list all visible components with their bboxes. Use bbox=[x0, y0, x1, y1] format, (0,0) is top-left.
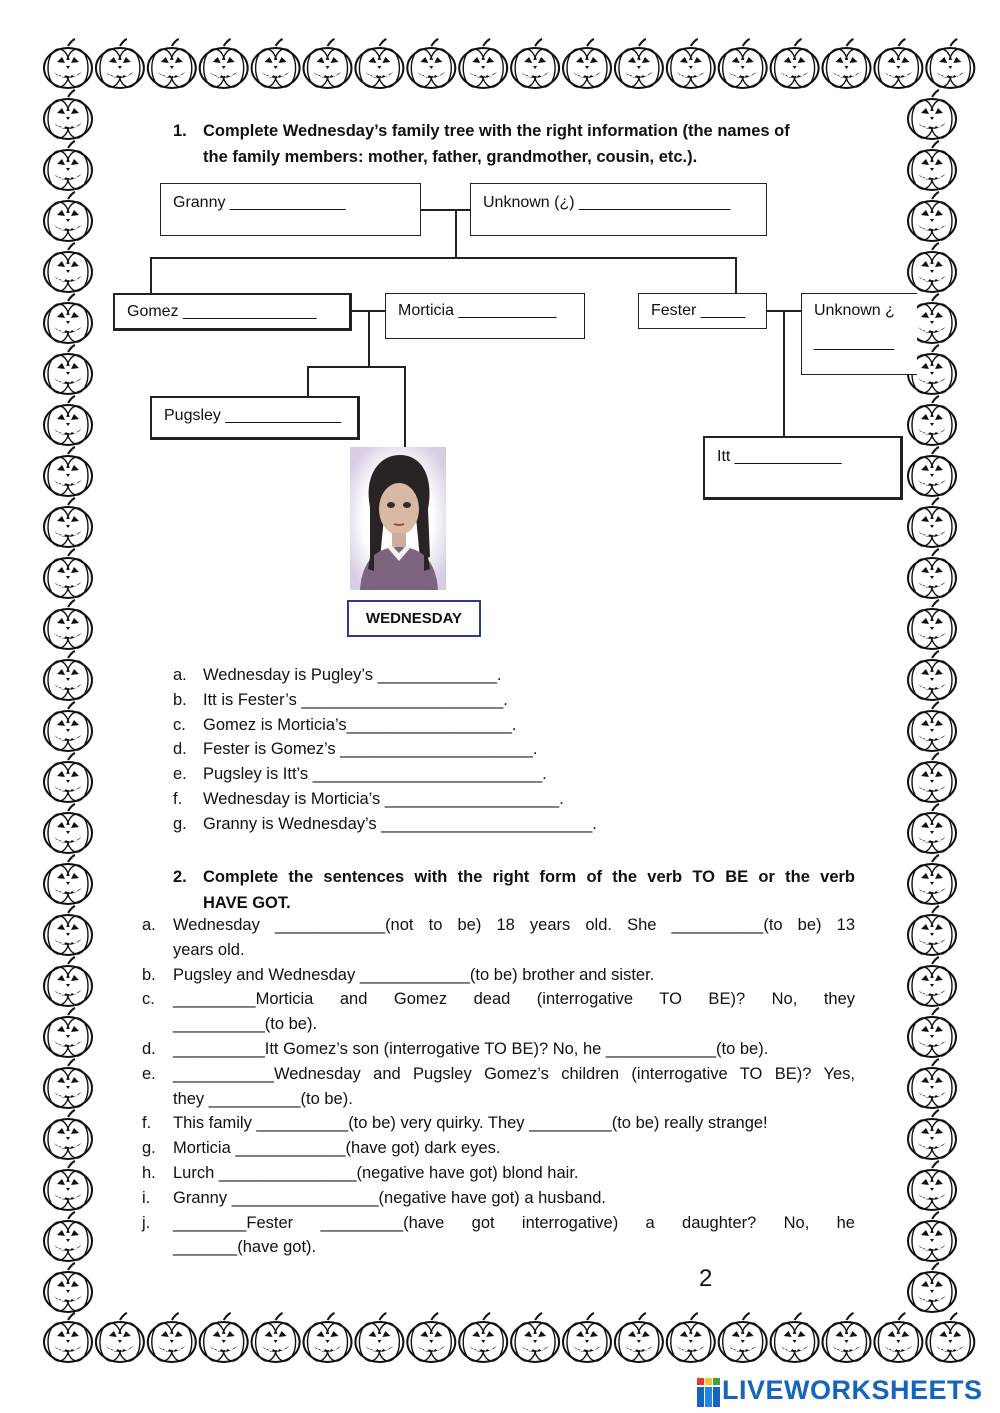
pumpkin-icon bbox=[615, 1313, 663, 1362]
pumpkin-icon bbox=[908, 1212, 956, 1261]
pumpkin-icon bbox=[908, 957, 956, 1006]
pumpkin-icon bbox=[355, 1313, 403, 1362]
tree-box-morticia[interactable] bbox=[385, 293, 585, 339]
q2-item-text-continued: __________(to be). bbox=[173, 1015, 318, 1034]
q1-item[interactable] bbox=[173, 762, 773, 787]
tree-connector bbox=[307, 366, 309, 396]
pugsley-label: Pugsley _____________ bbox=[164, 407, 342, 424]
pumpkin-icon bbox=[667, 39, 715, 88]
pumpkin-icon bbox=[719, 1313, 767, 1362]
q2-item-text-continued: years old. bbox=[173, 940, 245, 959]
pumpkin-icon bbox=[44, 1313, 92, 1362]
unknown-right-blank: _________ bbox=[814, 334, 895, 351]
pumpkin-icon bbox=[44, 39, 92, 88]
tree-box-pugsley[interactable] bbox=[150, 396, 360, 440]
pumpkin-icon bbox=[44, 1161, 92, 1210]
pumpkin-icon bbox=[908, 855, 956, 904]
q1-item[interactable] bbox=[173, 737, 773, 762]
q2-item-text-continued: _______(have got). bbox=[173, 1238, 317, 1257]
pumpkin-icon bbox=[304, 1313, 352, 1362]
pumpkin-icon bbox=[719, 39, 767, 88]
pumpkin-icon bbox=[44, 753, 92, 802]
tree-connector bbox=[368, 310, 370, 366]
q1-item-label: b. bbox=[173, 690, 187, 709]
pumpkin-icon bbox=[908, 243, 956, 292]
question-2-line-1: Complete the sentences with the right form of the verb TO BE or the verb bbox=[203, 868, 855, 886]
pumpkin-icon bbox=[44, 549, 92, 598]
q2-item-label: i. bbox=[142, 1188, 151, 1207]
q1-item-label: a. bbox=[173, 666, 187, 684]
pumpkin-icon bbox=[304, 39, 352, 88]
q2-item-text: __________Itt Gomez’s son (interrogative TO BE)? No, he ____________(to be). bbox=[173, 1039, 769, 1058]
pumpkin-icon bbox=[908, 1059, 956, 1108]
question-1-title bbox=[173, 118, 853, 170]
question-1-line-1: Complete Wednesday’s family tree with the right information (the names of bbox=[203, 122, 790, 140]
pumpkin-icon bbox=[563, 39, 611, 88]
pumpkin-icon bbox=[44, 498, 92, 547]
pumpkin-icon bbox=[908, 498, 956, 547]
pumpkin-icon bbox=[908, 90, 956, 139]
q1-item[interactable] bbox=[173, 713, 773, 738]
wednesday-label: WEDNESDAY bbox=[347, 600, 481, 637]
q2-item-text: _________Morticia and Gomez dead (interrogative TO BE)? No, they bbox=[173, 990, 855, 1009]
q2-item-text: Lurch _______________(negative have got) blond hair. bbox=[173, 1163, 579, 1182]
pumpkin-icon bbox=[252, 39, 300, 88]
pumpkin-icon bbox=[44, 345, 92, 394]
q1-item-label: d. bbox=[173, 740, 187, 759]
pumpkin-icon bbox=[908, 600, 956, 649]
pumpkin-icon bbox=[667, 1313, 715, 1362]
pumpkin-icon bbox=[823, 39, 871, 88]
pumpkin-icon bbox=[908, 447, 956, 496]
gomez-label: Gomez _______________ bbox=[127, 303, 317, 320]
pumpkin-icon bbox=[44, 1212, 92, 1261]
tree-connector bbox=[735, 257, 737, 294]
pumpkin-icon bbox=[874, 1313, 922, 1362]
q1-item[interactable] bbox=[173, 812, 773, 837]
pumpkin-icon bbox=[44, 1059, 92, 1108]
wednesday-portrait bbox=[350, 447, 446, 590]
pumpkin-icon bbox=[407, 39, 455, 88]
pumpkin-icon bbox=[771, 39, 819, 88]
pumpkin-icon bbox=[200, 1313, 248, 1362]
pumpkin-icon bbox=[44, 906, 92, 955]
granny-label: Granny _____________ bbox=[173, 194, 346, 211]
tree-connector bbox=[783, 310, 785, 436]
pumpkin-icon bbox=[874, 39, 922, 88]
tree-connector bbox=[307, 366, 405, 368]
q2-item-label: h. bbox=[142, 1163, 156, 1182]
q1-item-text: Gomez is Morticia’s__________________. bbox=[203, 715, 517, 734]
q2-item-label: j. bbox=[142, 1213, 151, 1232]
liveworksheets-logo-icon bbox=[697, 1378, 721, 1408]
morticia-label: Morticia ___________ bbox=[398, 302, 557, 319]
q2-item-label: g. bbox=[142, 1139, 156, 1158]
pumpkin-icon bbox=[908, 1008, 956, 1057]
q2-item[interactable] bbox=[142, 1161, 855, 1186]
q1-item-label: g. bbox=[173, 814, 187, 833]
unknown-right-label: Unknown ¿ bbox=[814, 302, 895, 319]
pumpkin-icon bbox=[908, 141, 956, 190]
tree-box-unknown-right[interactable] bbox=[801, 293, 917, 375]
pumpkin-icon bbox=[511, 39, 559, 88]
pumpkin-icon bbox=[44, 957, 92, 1006]
pumpkin-icon bbox=[44, 294, 92, 343]
q2-item[interactable] bbox=[142, 1037, 855, 1062]
pumpkin-icon bbox=[44, 702, 92, 751]
pumpkin-icon bbox=[926, 39, 974, 88]
pumpkin-icon bbox=[355, 39, 403, 88]
pumpkin-icon bbox=[200, 39, 248, 88]
pumpkin-icon bbox=[908, 651, 956, 700]
q2-item-text-continued: they __________(to be). bbox=[173, 1089, 353, 1108]
pumpkin-icon bbox=[44, 396, 92, 445]
q1-item[interactable] bbox=[173, 663, 773, 688]
tree-box-unknown-top[interactable] bbox=[470, 183, 767, 236]
pumpkin-icon bbox=[44, 804, 92, 853]
q1-item-label: c. bbox=[173, 715, 186, 734]
pumpkin-icon bbox=[44, 855, 92, 904]
q1-item-text: Fester is Gomez’s _____________________. bbox=[203, 740, 538, 759]
tree-connector bbox=[420, 209, 470, 211]
tree-box-fester[interactable] bbox=[638, 293, 767, 329]
q2-item-text: Morticia ____________(have got) dark eyes. bbox=[173, 1139, 501, 1158]
question-1-list bbox=[173, 663, 773, 837]
pumpkin-icon bbox=[44, 651, 92, 700]
q2-item-text: ___________Wednesday and Pugsley Gomez’s children (interrogative TO BE)? Yes, bbox=[173, 1064, 855, 1083]
q2-item-label: a. bbox=[142, 916, 156, 934]
question-2-title bbox=[173, 864, 855, 916]
question-1-number: 1. bbox=[173, 122, 187, 140]
question-2-list bbox=[142, 913, 855, 1260]
tree-connector bbox=[150, 257, 736, 259]
q2-item-text: This family __________(to be) very quirky. They _________(to be) really strange! bbox=[173, 1114, 768, 1133]
pumpkin-icon bbox=[44, 447, 92, 496]
pumpkin-icon bbox=[148, 1313, 196, 1362]
q1-item-text: Wednesday is Morticia’s ___________________. bbox=[203, 789, 564, 808]
pumpkin-icon bbox=[908, 906, 956, 955]
pumpkin-icon bbox=[44, 90, 92, 139]
q1-item-label: e. bbox=[173, 765, 187, 784]
pumpkin-icon bbox=[908, 192, 956, 241]
q2-item[interactable] bbox=[142, 1136, 855, 1161]
tree-connector bbox=[150, 257, 152, 294]
pumpkin-icon bbox=[823, 1313, 871, 1362]
unknown-top-label: Unknown (¿) _________________ bbox=[483, 194, 731, 211]
q1-item-text: Wednesday is Pugley’s _____________. bbox=[203, 666, 502, 684]
pumpkin-icon bbox=[252, 1313, 300, 1362]
liveworksheets-brand[interactable]: LIVEWORKSHEETS bbox=[722, 1375, 983, 1405]
tree-box-granny[interactable] bbox=[160, 183, 421, 236]
q2-item[interactable] bbox=[142, 1111, 855, 1136]
pumpkin-icon bbox=[615, 39, 663, 88]
pumpkin-icon bbox=[926, 1313, 974, 1362]
q2-item[interactable] bbox=[142, 987, 855, 1037]
pumpkin-icon bbox=[96, 39, 144, 88]
question-2-line-2: HAVE GOT. bbox=[203, 894, 291, 912]
pumpkin-icon bbox=[908, 753, 956, 802]
pumpkin-icon bbox=[44, 243, 92, 292]
q1-item[interactable] bbox=[173, 787, 773, 812]
pumpkin-icon bbox=[44, 1110, 92, 1159]
q1-item-text: Granny is Wednesday’s _______________________. bbox=[203, 814, 597, 833]
pumpkin-icon bbox=[771, 1313, 819, 1362]
q2-item-text: Granny ________________(negative have got) a husband. bbox=[173, 1188, 607, 1207]
q2-item-text: Pugsley and Wednesday ____________(to be) brother and sister. bbox=[173, 965, 655, 984]
q2-item-label: d. bbox=[142, 1039, 156, 1058]
pumpkin-icon bbox=[44, 1263, 92, 1312]
pumpkin-icon bbox=[459, 39, 507, 88]
q2-item-label: c. bbox=[142, 990, 155, 1009]
q2-item-label: f. bbox=[142, 1114, 152, 1133]
q1-item-text: Itt is Fester’s ______________________. bbox=[203, 690, 508, 709]
q2-item-label: b. bbox=[142, 965, 156, 984]
tree-box-gomez[interactable] bbox=[113, 293, 352, 331]
q2-item-text: Wednesday ____________(not to be) 18 years old. She __________(to be) 13 bbox=[173, 916, 855, 934]
q1-item-label: f. bbox=[173, 789, 183, 808]
pumpkin-icon bbox=[459, 1313, 507, 1362]
question-1-line-2: the family members: mother, father, grandmother, cousin, etc.). bbox=[203, 148, 698, 166]
pumpkin-icon bbox=[96, 1313, 144, 1362]
q2-item[interactable] bbox=[142, 913, 855, 963]
q1-item-text: Pugsley is Itt’s _________________________. bbox=[203, 765, 547, 784]
pumpkin-icon bbox=[148, 39, 196, 88]
pumpkin-icon bbox=[908, 1110, 956, 1159]
pumpkin-icon bbox=[563, 1313, 611, 1362]
fester-label: Fester _____ bbox=[651, 302, 746, 319]
q2-item[interactable] bbox=[142, 1186, 855, 1211]
q2-item-text: ________Fester _________(have got interrogative) a daughter? No, he bbox=[173, 1213, 855, 1232]
q2-item[interactable] bbox=[142, 1062, 855, 1112]
tree-box-itt[interactable] bbox=[703, 436, 903, 500]
pumpkin-icon bbox=[407, 1313, 455, 1362]
q2-item[interactable] bbox=[142, 1211, 855, 1261]
pumpkin-icon bbox=[908, 396, 956, 445]
pumpkin-icon bbox=[511, 1313, 559, 1362]
tree-connector bbox=[455, 209, 457, 258]
pumpkin-icon bbox=[908, 1161, 956, 1210]
pumpkin-icon bbox=[908, 804, 956, 853]
question-2-number: 2. bbox=[173, 868, 187, 886]
pumpkin-icon bbox=[44, 192, 92, 241]
q1-item[interactable] bbox=[173, 688, 773, 713]
pumpkin-icon bbox=[908, 702, 956, 751]
q2-item-label: e. bbox=[142, 1064, 156, 1083]
q2-item[interactable] bbox=[142, 963, 855, 988]
itt-label: Itt ____________ bbox=[717, 448, 842, 465]
pumpkin-icon bbox=[908, 549, 956, 598]
tree-connector bbox=[404, 366, 406, 456]
pumpkin-icon bbox=[44, 141, 92, 190]
pumpkin-icon bbox=[908, 1263, 956, 1312]
pumpkin-icon bbox=[44, 1008, 92, 1057]
tree-connector bbox=[348, 310, 385, 312]
pumpkin-icon bbox=[44, 600, 92, 649]
page-number: 2 bbox=[699, 1265, 713, 1292]
